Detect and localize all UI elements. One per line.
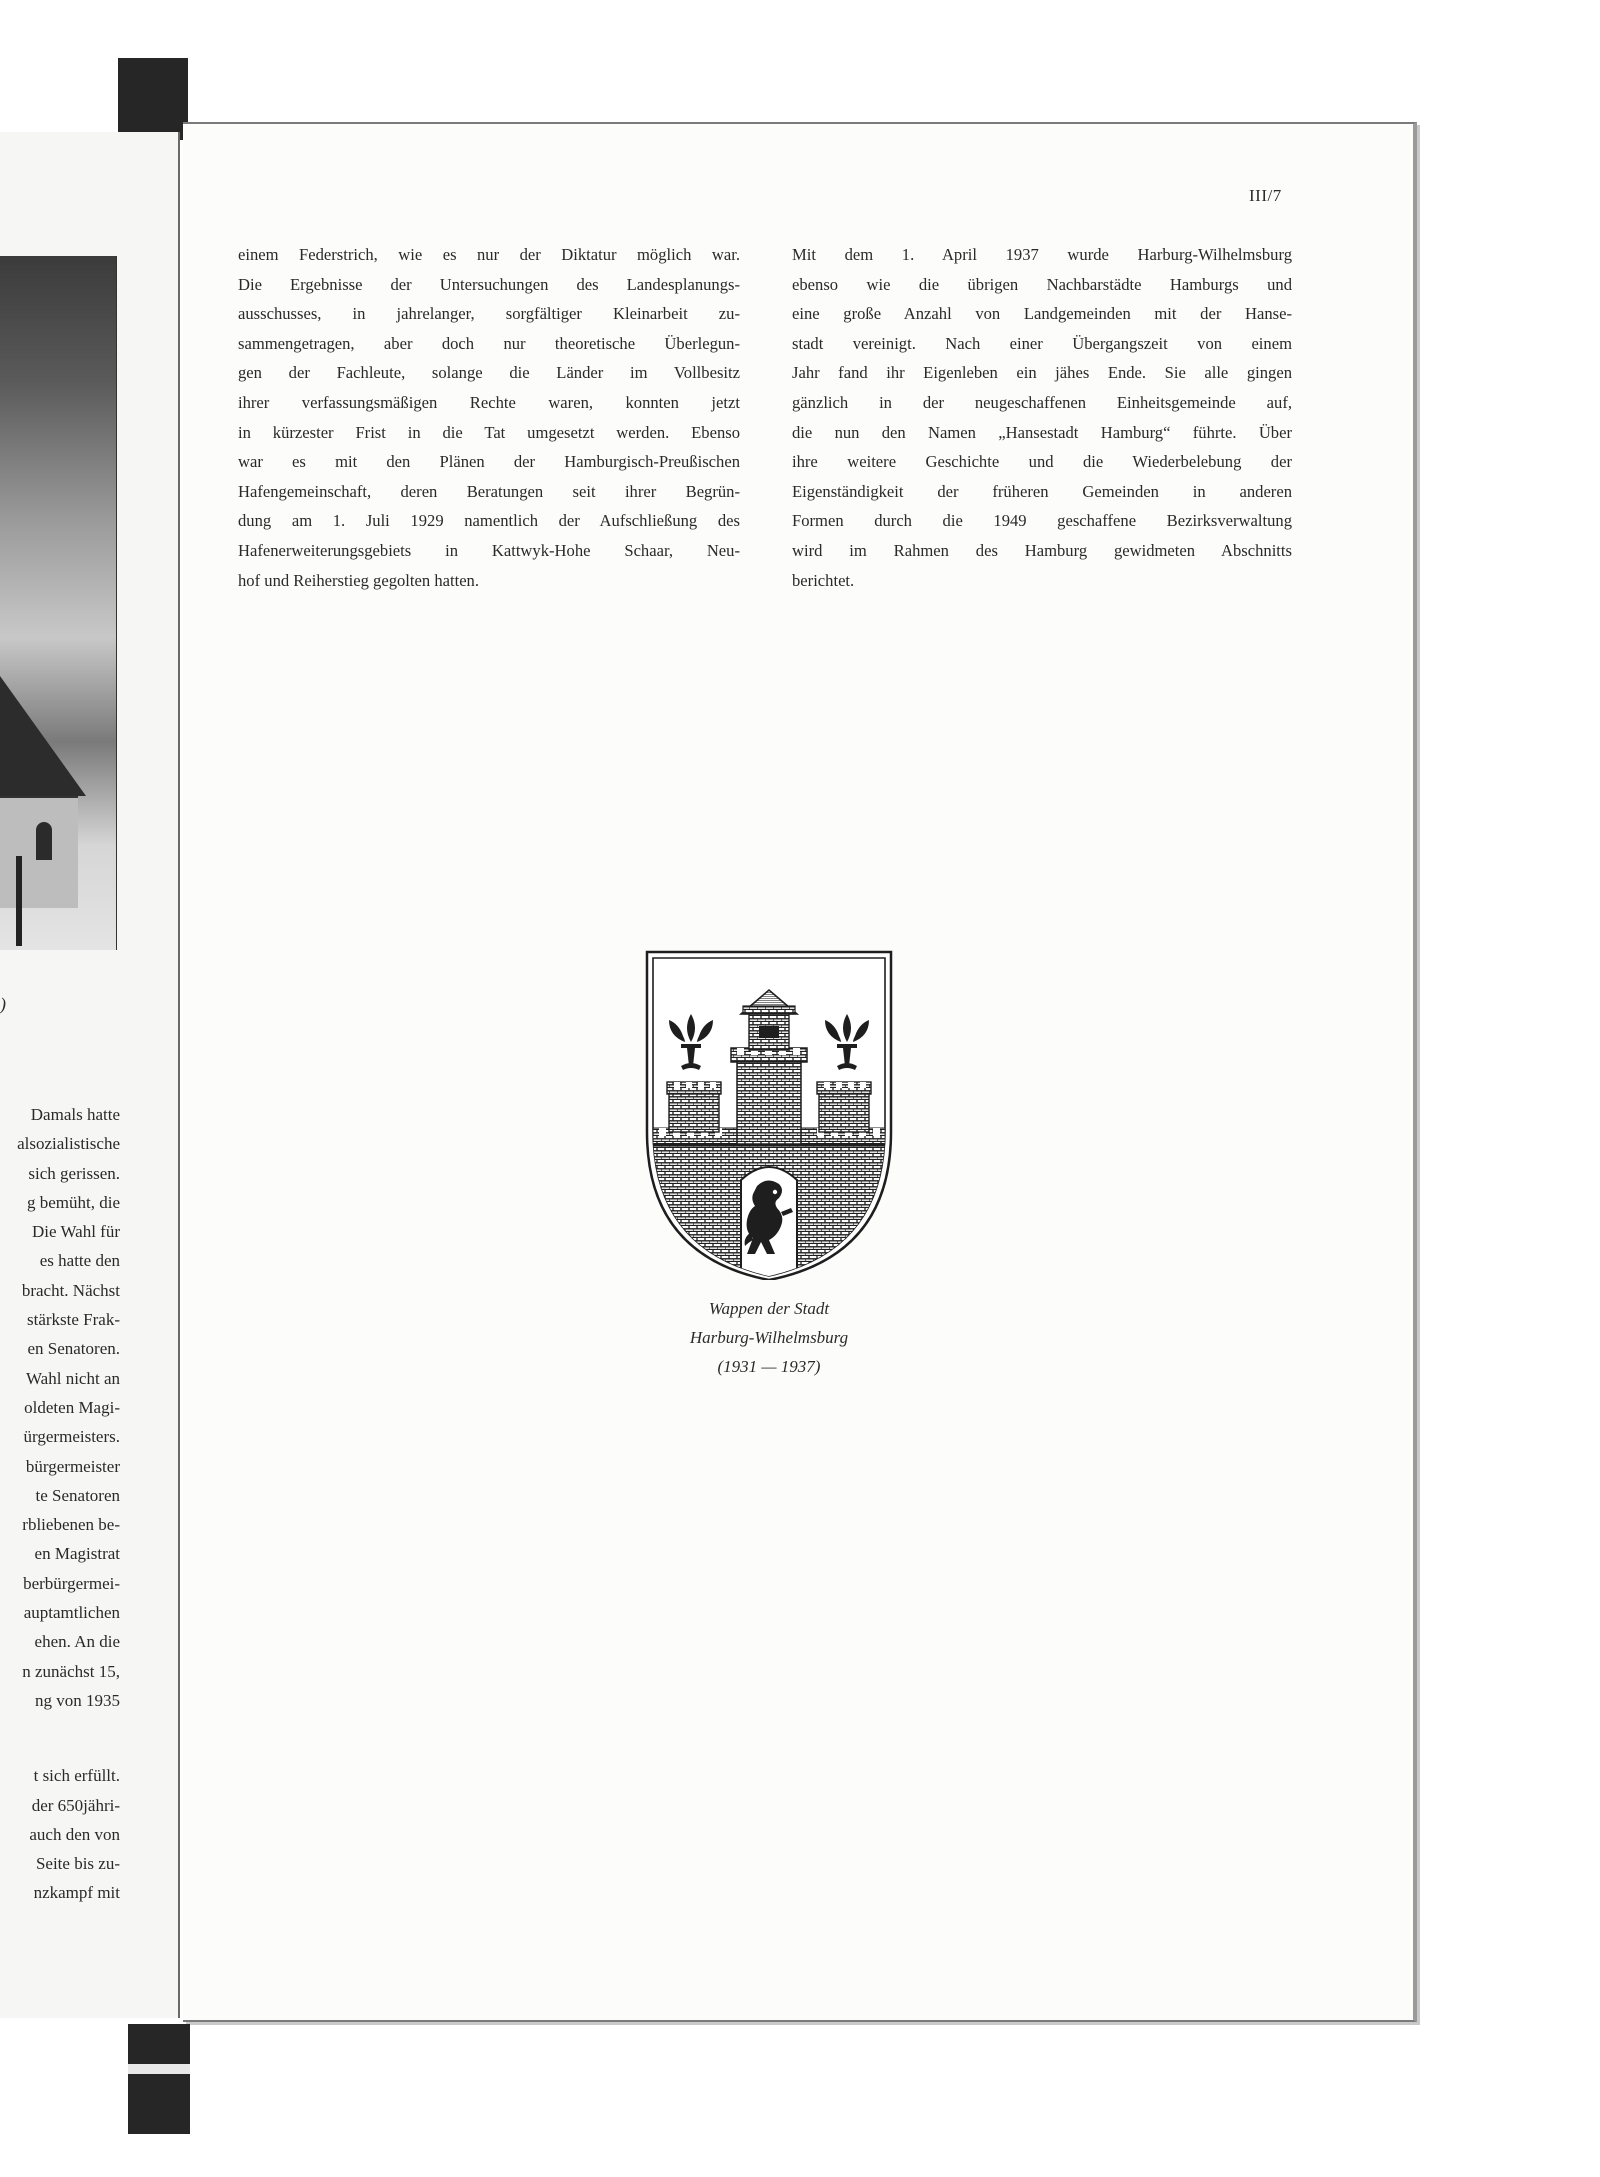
text-line: Mit dem 1. April 1937 wurde Harburg-Wilhelmsburg <box>792 245 1292 264</box>
text-line: Jahr fand ihr Eigenleben ein jähes Ende. Sie alle gingen <box>792 363 1292 383</box>
text-line: ehen. An die <box>34 1632 120 1652</box>
text-line: der 650jähri- <box>31 1795 120 1815</box>
text-line: rbliebenen be- <box>22 1515 120 1535</box>
text-line: gänzlich in der neugeschaffenen Einheitsgemeinde auf, <box>792 392 1292 412</box>
page-number: III/7 <box>1249 186 1282 205</box>
text-line: te Senatoren <box>35 1485 120 1505</box>
text-column-right <box>792 240 1292 595</box>
text-line: bracht. Nächst <box>21 1280 120 1300</box>
text-line: bürgermeister <box>25 1456 120 1476</box>
binder-strip-notch <box>128 2064 190 2074</box>
text-line: die nun den Namen „Hansestadt Hamburg“ führte. Über <box>792 422 1292 442</box>
right-page <box>183 122 1417 2022</box>
text-line: Die Wahl für <box>31 1222 120 1242</box>
caption-line: Wappen der Stadt <box>708 1299 830 1318</box>
text-line: ng von 1935 <box>35 1690 120 1710</box>
text-line: ürgermeisters. <box>23 1427 120 1447</box>
text-line: n zunächst 15, <box>22 1661 120 1681</box>
text-line: berbürgermei- <box>23 1573 120 1593</box>
left-page-text-column <box>0 1100 120 1908</box>
text-line: gen der Fachleute, solange die Länder im Vollbesitz <box>238 363 740 383</box>
left-photo-caption-fragment: ) <box>0 994 6 1014</box>
left-page-photo <box>0 256 117 950</box>
text-line: Seite bis zu- <box>35 1854 120 1874</box>
text-line: Hafengemeinschaft, deren Beratungen seit ihrer Begrün- <box>238 481 740 501</box>
text-line: alsozialistische <box>17 1134 120 1154</box>
text-line: ausschusses, in jahrelanger, sorgfältiger Kleinarbeit zu- <box>238 304 740 324</box>
paragraph-gap <box>0 1715 120 1761</box>
coat-of-arms <box>645 950 893 1280</box>
text-line: stärkste Frak- <box>26 1310 120 1330</box>
text-line: en Senatoren. <box>27 1339 120 1359</box>
text-line: ihrer verfassungsmäßigen Rechte waren, konnten jetzt <box>238 392 740 412</box>
text-line: Die Ergebnisse der Untersuchungen des Landesplanungs- <box>238 274 740 294</box>
text-line: nzkampf mit <box>33 1883 120 1903</box>
text-line: wird im Rahmen des Hamburg gewidmeten Abschnitts <box>792 540 1292 560</box>
text-line: Formen durch die 1949 geschaffene Bezirksverwaltung <box>792 511 1292 531</box>
caption-line: (1931 — 1937) <box>717 1357 821 1376</box>
text-line: sich gerissen. <box>28 1163 120 1183</box>
photo-window <box>36 822 52 860</box>
text-line: eine große Anzahl von Landgemeinden mit der Hanse- <box>792 304 1292 324</box>
text-line: oldeten Magi- <box>24 1397 120 1417</box>
text-line: Damals hatte <box>30 1105 120 1124</box>
scan-background <box>0 0 1600 58</box>
photo-post <box>16 856 22 946</box>
text-line: in kürzester Frist in die Tat umgesetzt werden. Ebenso <box>238 422 740 442</box>
binder-strip-bottom <box>128 2024 190 2134</box>
left-page <box>0 132 180 2018</box>
text-line: hof und Reiherstieg gegolten hatten. <box>238 570 480 590</box>
text-column-left <box>238 240 740 595</box>
text-line: auptamtlichen <box>23 1603 120 1623</box>
text-line: g bemüht, die <box>26 1192 120 1212</box>
text-line: ihre weitere Geschichte und die Wiederbelebung der <box>792 452 1292 472</box>
text-line: war es mit den Plänen der Hamburgisch-Preußischen <box>238 452 740 472</box>
text-line: Hafenerweiterungsgebiets in Kattwyk-Hohe Schaar, Neu- <box>238 540 740 560</box>
text-line: Eigenständigkeit der früheren Gemeinden in anderen <box>792 481 1292 501</box>
text-line: t sich erfüllt. <box>33 1766 120 1786</box>
text-line: stadt vereinigt. Nach einer Übergangszeit von einem <box>792 333 1292 353</box>
binder-strip-top <box>118 58 188 140</box>
photo-roof <box>0 676 86 796</box>
caption-line: Harburg-Wilhelmsburg <box>689 1328 849 1347</box>
text-line: berichtet. <box>792 570 855 590</box>
text-line: auch den von <box>29 1824 120 1844</box>
text-line: ebenso wie die übrigen Nachbarstädte Hamburgs und <box>792 274 1292 294</box>
text-line: dung am 1. Juli 1929 namentlich der Aufschließung des <box>238 511 740 531</box>
text-line: es hatte den <box>39 1251 120 1271</box>
text-line: einem Federstrich, wie es nur der Diktatur möglich war. <box>238 245 740 264</box>
text-line: Wahl nicht an <box>26 1368 120 1388</box>
coat-of-arms-caption <box>573 1294 965 1381</box>
text-line: en Magistrat <box>34 1544 120 1564</box>
coat-of-arms-icon <box>645 950 893 1280</box>
text-line: sammengetragen, aber doch nur theoretische Überlegun- <box>238 333 740 353</box>
